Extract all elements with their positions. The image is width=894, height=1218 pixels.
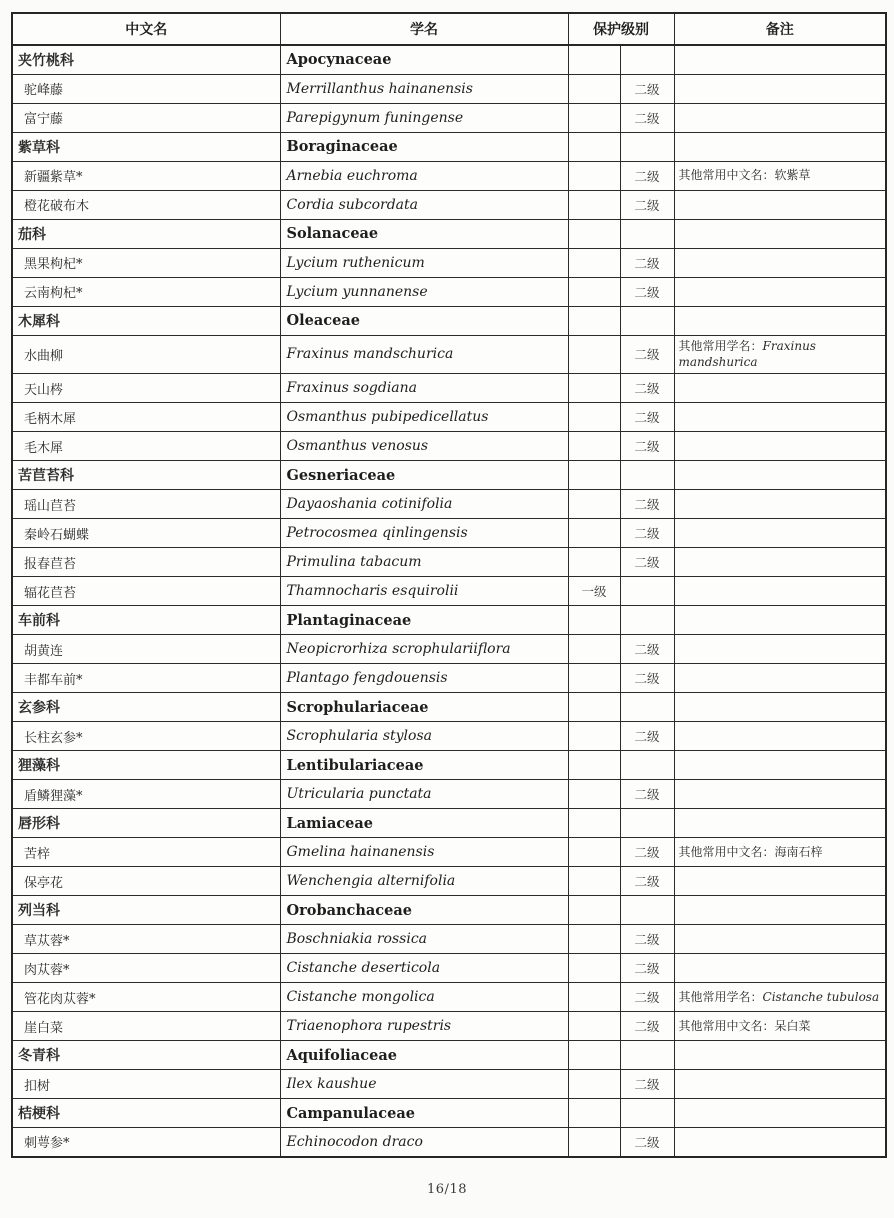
species-row <box>12 954 886 983</box>
remarks-cell <box>674 867 886 896</box>
protected-plants-table <box>11 12 887 1158</box>
scientific-name-cell: Oleaceae <box>280 306 568 335</box>
species-row <box>12 925 886 954</box>
chinese-name-cell: 长柱玄参* <box>12 722 280 751</box>
level-1-cell <box>568 664 620 693</box>
scientific-name-cell: Gesneriaceae <box>280 461 568 490</box>
chinese-name-cell: 唇形科 <box>12 809 280 838</box>
level-1-cell <box>568 867 620 896</box>
species-row <box>12 277 886 306</box>
species-row <box>12 1012 886 1041</box>
level-2-cell: 二级 <box>620 519 674 548</box>
chinese-name-cell: 毛柄木犀 <box>12 403 280 432</box>
level-1-cell <box>568 780 620 809</box>
remark-text: 其他常用学名： <box>678 338 763 353</box>
chinese-name-cell: 胡黄连 <box>12 635 280 664</box>
remarks-cell <box>674 103 886 132</box>
species-row <box>12 838 886 867</box>
level-1-cell <box>568 306 620 335</box>
scientific-name-cell: Cistanche deserticola <box>280 954 568 983</box>
chinese-name-cell: 新疆紫草* <box>12 161 280 190</box>
level-1-cell <box>568 461 620 490</box>
scientific-name-cell: Lamiaceae <box>280 809 568 838</box>
scientific-name-cell: Aquifoliaceae <box>280 1041 568 1070</box>
chinese-name-cell: 天山梣 <box>12 374 280 403</box>
scientific-name-cell: Utricularia punctata <box>280 780 568 809</box>
remarks-cell <box>674 983 886 1012</box>
remark-text: 其他常用中文名：软紫草 <box>678 168 811 183</box>
chinese-name-cell: 夹竹桃科 <box>12 45 280 74</box>
level-2-cell <box>620 219 674 248</box>
remarks-cell <box>674 1070 886 1099</box>
remarks-cell <box>674 925 886 954</box>
remarks-cell <box>674 248 886 277</box>
scientific-name-cell: Plantago fengdouensis <box>280 664 568 693</box>
level-2-cell <box>620 461 674 490</box>
page-footer <box>0 1178 894 1197</box>
level-1-cell <box>568 248 620 277</box>
chinese-name-cell: 管花肉苁蓉* <box>12 983 280 1012</box>
scientific-name-cell: Thamnocharis esquirolii <box>280 577 568 606</box>
chinese-name-cell: 冬青科 <box>12 1041 280 1070</box>
remark-text: 其他常用学名： <box>678 989 763 1004</box>
chinese-name-cell: 驼峰藤 <box>12 74 280 103</box>
scientific-name-cell: Boschniakia rossica <box>280 925 568 954</box>
level-1-cell: 一级 <box>568 577 620 606</box>
chinese-name-cell: 玄参科 <box>12 693 280 722</box>
family-row <box>12 693 886 722</box>
chinese-name-cell: 毛木犀 <box>12 432 280 461</box>
chinese-name-cell: 桔梗科 <box>12 1099 280 1128</box>
scientific-name-cell: Osmanthus pubipedicellatus <box>280 403 568 432</box>
species-row <box>12 248 886 277</box>
level-2-cell: 二级 <box>620 432 674 461</box>
remarks-cell <box>674 190 886 219</box>
remark-text: 其他常用中文名：呆白菜 <box>678 1018 811 1033</box>
scientific-name-cell: Triaenophora rupestris <box>280 1012 568 1041</box>
species-row <box>12 664 886 693</box>
level-2-cell: 二级 <box>620 867 674 896</box>
scientific-name-cell: Cordia subcordata <box>280 190 568 219</box>
level-1-cell <box>568 190 620 219</box>
remark-text: 其他常用中文名：海南石梓 <box>678 844 823 859</box>
remarks-cell <box>674 1099 886 1128</box>
chinese-name-cell: 黑果枸杞* <box>12 248 280 277</box>
level-2-cell: 二级 <box>620 277 674 306</box>
scientific-name-cell: Orobanchaceae <box>280 896 568 925</box>
remarks-cell <box>674 664 886 693</box>
level-1-cell <box>568 161 620 190</box>
level-1-cell <box>568 1099 620 1128</box>
scientific-name-cell: Lentibulariaceae <box>280 751 568 780</box>
chinese-name-cell: 报春苣苔 <box>12 548 280 577</box>
level-1-cell <box>568 1012 620 1041</box>
remarks-cell <box>674 1128 886 1157</box>
level-2-cell <box>620 45 674 74</box>
chinese-name-cell: 扣树 <box>12 1070 280 1099</box>
level-2-cell: 二级 <box>620 1128 674 1157</box>
chinese-name-cell: 保亭花 <box>12 867 280 896</box>
remarks-cell <box>674 751 886 780</box>
level-2-cell: 二级 <box>620 548 674 577</box>
level-2-cell <box>620 751 674 780</box>
level-2-cell: 二级 <box>620 780 674 809</box>
remarks-cell <box>674 45 886 74</box>
species-row <box>12 161 886 190</box>
scientific-name-cell: Ilex kaushue <box>280 1070 568 1099</box>
remarks-cell <box>674 161 886 190</box>
scientific-name-cell: Lycium ruthenicum <box>280 248 568 277</box>
chinese-name-cell: 肉苁蓉* <box>12 954 280 983</box>
chinese-name-cell: 木犀科 <box>12 306 280 335</box>
level-1-cell <box>568 925 620 954</box>
level-1-cell <box>568 809 620 838</box>
chinese-name-cell: 富宁藤 <box>12 103 280 132</box>
remarks-cell <box>674 490 886 519</box>
remarks-cell <box>674 693 886 722</box>
chinese-name-cell: 苦梓 <box>12 838 280 867</box>
scientific-name-cell: Apocynaceae <box>280 45 568 74</box>
level-1-cell <box>568 403 620 432</box>
species-row <box>12 780 886 809</box>
family-row <box>12 751 886 780</box>
family-row <box>12 219 886 248</box>
level-2-cell: 二级 <box>620 248 674 277</box>
scientific-name-cell: Cistanche mongolica <box>280 983 568 1012</box>
chinese-name-cell: 瑶山苣苔 <box>12 490 280 519</box>
level-2-cell: 二级 <box>620 983 674 1012</box>
level-2-cell: 二级 <box>620 103 674 132</box>
species-row <box>12 1128 886 1157</box>
family-row <box>12 132 886 161</box>
chinese-name-cell: 辐花苣苔 <box>12 577 280 606</box>
remarks-cell <box>674 306 886 335</box>
level-2-cell: 二级 <box>620 374 674 403</box>
level-2-cell: 二级 <box>620 838 674 867</box>
scientific-name-cell: Echinocodon draco <box>280 1128 568 1157</box>
level-2-cell: 二级 <box>620 954 674 983</box>
scientific-name-cell: Merrillanthus hainanensis <box>280 74 568 103</box>
species-row <box>12 722 886 751</box>
level-2-cell <box>620 1041 674 1070</box>
scientific-name-cell: Arnebia euchroma <box>280 161 568 190</box>
scientific-name-cell: Scrophulariaceae <box>280 693 568 722</box>
species-row <box>12 519 886 548</box>
remarks-cell <box>674 606 886 635</box>
scientific-name-cell: Gmelina hainanensis <box>280 838 568 867</box>
chinese-name-cell: 茄科 <box>12 219 280 248</box>
remarks-cell <box>674 432 886 461</box>
species-row <box>12 867 886 896</box>
remarks-cell <box>674 838 886 867</box>
col-header-remarks: 备注 <box>674 13 886 45</box>
chinese-name-cell: 狸藻科 <box>12 751 280 780</box>
level-1-cell <box>568 132 620 161</box>
chinese-name-cell: 丰都车前* <box>12 664 280 693</box>
family-row <box>12 896 886 925</box>
scientific-name-cell: Osmanthus venosus <box>280 432 568 461</box>
level-1-cell <box>568 722 620 751</box>
family-row <box>12 1099 886 1128</box>
family-row <box>12 606 886 635</box>
species-row <box>12 577 886 606</box>
level-1-cell <box>568 219 620 248</box>
remarks-cell <box>674 219 886 248</box>
species-row <box>12 983 886 1012</box>
family-row <box>12 461 886 490</box>
remarks-cell <box>674 548 886 577</box>
scientific-name-cell: Lycium yunnanense <box>280 277 568 306</box>
level-2-cell: 二级 <box>620 664 674 693</box>
scientific-name-cell: Fraxinus mandschurica <box>280 335 568 374</box>
chinese-name-cell: 橙花破布木 <box>12 190 280 219</box>
family-row <box>12 45 886 74</box>
level-1-cell <box>568 490 620 519</box>
level-2-cell: 二级 <box>620 335 674 374</box>
page-number: 16/18 <box>427 1182 467 1197</box>
remark-scientific-name: Fraxinus mandshurica <box>678 338 816 370</box>
table-body <box>12 45 886 1157</box>
remarks-cell <box>674 635 886 664</box>
scientific-name-cell: Dayaoshania cotinifolia <box>280 490 568 519</box>
chinese-name-cell: 云南枸杞* <box>12 277 280 306</box>
family-row <box>12 1041 886 1070</box>
scientific-name-cell: Boraginaceae <box>280 132 568 161</box>
remarks-cell <box>674 374 886 403</box>
scientific-name-cell: Primulina tabacum <box>280 548 568 577</box>
level-1-cell <box>568 751 620 780</box>
chinese-name-cell: 苦苣苔科 <box>12 461 280 490</box>
remarks-cell <box>674 403 886 432</box>
level-1-cell <box>568 983 620 1012</box>
species-row <box>12 74 886 103</box>
level-2-cell: 二级 <box>620 1012 674 1041</box>
col-header-chinese-name: 中文名 <box>12 13 280 45</box>
remarks-cell <box>674 1041 886 1070</box>
species-row <box>12 374 886 403</box>
level-1-cell <box>568 374 620 403</box>
remarks-cell <box>674 74 886 103</box>
chinese-name-cell: 盾鳞狸藻* <box>12 780 280 809</box>
chinese-name-cell: 刺萼参* <box>12 1128 280 1157</box>
remarks-cell <box>674 519 886 548</box>
level-1-cell <box>568 548 620 577</box>
scientific-name-cell: Campanulaceae <box>280 1099 568 1128</box>
scientific-name-cell: Neopicrorhiza scrophulariiflora <box>280 635 568 664</box>
level-2-cell: 二级 <box>620 925 674 954</box>
level-2-cell: 二级 <box>620 190 674 219</box>
chinese-name-cell: 水曲柳 <box>12 335 280 374</box>
level-2-cell <box>620 132 674 161</box>
header-row <box>12 13 886 45</box>
level-1-cell <box>568 838 620 867</box>
remarks-cell <box>674 954 886 983</box>
level-1-cell <box>568 335 620 374</box>
level-1-cell <box>568 1070 620 1099</box>
level-1-cell <box>568 606 620 635</box>
remarks-cell <box>674 780 886 809</box>
family-row <box>12 809 886 838</box>
level-2-cell: 二级 <box>620 1070 674 1099</box>
chinese-name-cell: 紫草科 <box>12 132 280 161</box>
chinese-name-cell: 草苁蓉* <box>12 925 280 954</box>
remarks-cell <box>674 461 886 490</box>
col-header-protection-level: 保护级别 <box>568 13 674 45</box>
level-2-cell: 二级 <box>620 722 674 751</box>
scientific-name-cell: Parepigynum funingense <box>280 103 568 132</box>
species-row <box>12 432 886 461</box>
chinese-name-cell: 车前科 <box>12 606 280 635</box>
level-2-cell <box>620 1099 674 1128</box>
scientific-name-cell: Plantaginaceae <box>280 606 568 635</box>
scientific-name-cell: Solanaceae <box>280 219 568 248</box>
chinese-name-cell: 秦岭石蝴蝶 <box>12 519 280 548</box>
scientific-name-cell: Fraxinus sogdiana <box>280 374 568 403</box>
level-1-cell <box>568 1041 620 1070</box>
species-row <box>12 490 886 519</box>
level-1-cell <box>568 954 620 983</box>
chinese-name-cell: 崖白菜 <box>12 1012 280 1041</box>
species-row <box>12 103 886 132</box>
level-1-cell <box>568 1128 620 1157</box>
level-2-cell <box>620 306 674 335</box>
level-1-cell <box>568 635 620 664</box>
chinese-name-cell: 列当科 <box>12 896 280 925</box>
level-2-cell <box>620 606 674 635</box>
level-2-cell <box>620 693 674 722</box>
remarks-cell <box>674 1012 886 1041</box>
col-header-scientific-name: 学名 <box>280 13 568 45</box>
level-1-cell <box>568 519 620 548</box>
level-2-cell <box>620 896 674 925</box>
remarks-cell <box>674 722 886 751</box>
species-row <box>12 548 886 577</box>
level-2-cell: 二级 <box>620 635 674 664</box>
level-1-cell <box>568 45 620 74</box>
scientific-name-cell: Wenchengia alternifolia <box>280 867 568 896</box>
species-row <box>12 403 886 432</box>
level-1-cell <box>568 896 620 925</box>
species-row <box>12 190 886 219</box>
level-2-cell: 二级 <box>620 490 674 519</box>
level-1-cell <box>568 74 620 103</box>
species-row <box>12 635 886 664</box>
level-1-cell <box>568 432 620 461</box>
level-1-cell <box>568 277 620 306</box>
remark-scientific-name: Cistanche tubulosa <box>762 989 880 1004</box>
level-1-cell <box>568 693 620 722</box>
remarks-cell <box>674 809 886 838</box>
remarks-cell <box>674 896 886 925</box>
scientific-name-cell: Scrophularia stylosa <box>280 722 568 751</box>
remarks-cell <box>674 335 886 374</box>
family-row <box>12 306 886 335</box>
remarks-cell <box>674 132 886 161</box>
remarks-cell <box>674 577 886 606</box>
level-1-cell <box>568 103 620 132</box>
level-2-cell: 二级 <box>620 74 674 103</box>
level-2-cell: 二级 <box>620 403 674 432</box>
scientific-name-cell: Petrocosmea qinlingensis <box>280 519 568 548</box>
level-2-cell: 二级 <box>620 161 674 190</box>
species-row <box>12 1070 886 1099</box>
level-2-cell <box>620 809 674 838</box>
remarks-cell <box>674 277 886 306</box>
level-2-cell <box>620 577 674 606</box>
species-row <box>12 335 886 374</box>
